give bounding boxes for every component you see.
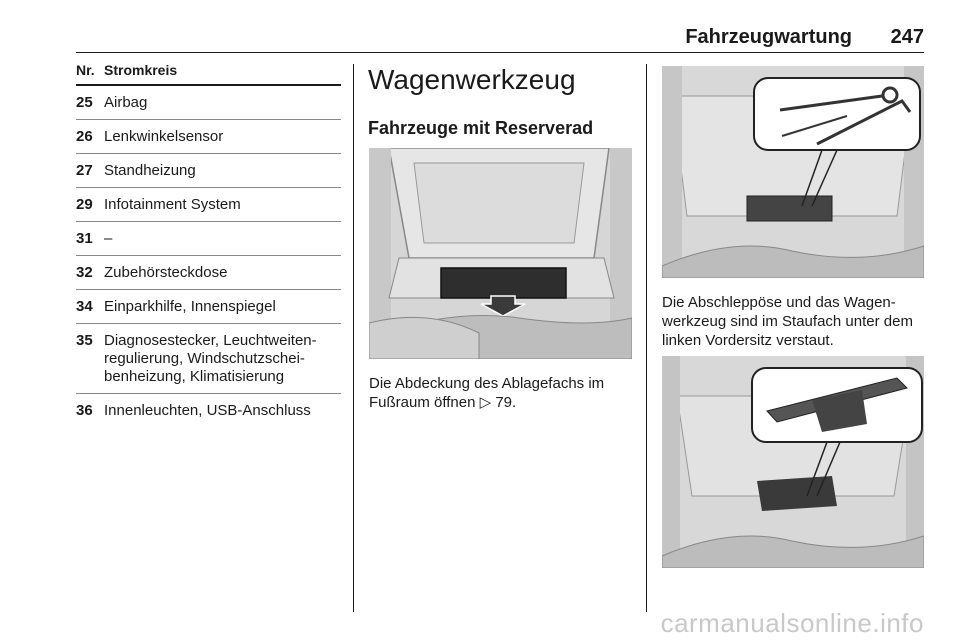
fuse-circuit: Diagnosestecker, Leuchtweiten-regulierung, Windschutzschei-benheizung, Klimatisierung	[104, 332, 317, 385]
fuse-number: 26	[76, 128, 93, 145]
table-row	[76, 290, 341, 324]
column-divider	[353, 64, 354, 612]
fuse-number: 32	[76, 264, 93, 281]
page-reference[interactable]: 79.	[495, 394, 517, 411]
figure-tools	[662, 66, 924, 278]
table-row	[76, 120, 341, 154]
fuse-circuit: Zubehörsteckdose	[104, 264, 228, 281]
fuse-circuit: Standheizung	[104, 162, 196, 179]
table-row	[76, 222, 341, 256]
fuse-circuit: Infotainment System	[104, 196, 241, 213]
fuse-number: 36	[76, 402, 93, 419]
section-subtitle: Fahrzeuge mit Reserverad	[368, 118, 594, 138]
figure-storage-cover	[369, 148, 632, 359]
fuse-number: 29	[76, 196, 93, 213]
table-row	[76, 188, 341, 222]
fuse-number: 31	[76, 230, 93, 247]
figure-jack	[662, 356, 924, 568]
fuse-number: 27	[76, 162, 93, 179]
column-header-circuit: Stromkreis	[104, 62, 178, 78]
header-title: Fahrzeugwartung	[685, 26, 852, 48]
column-header-nr: Nr.	[76, 62, 95, 78]
table-row	[76, 86, 341, 120]
fuse-circuit: Einparkhilfe, Innenspiegel	[104, 298, 276, 315]
column-divider	[646, 64, 647, 612]
illustration-seat-storage	[369, 148, 632, 359]
table-row	[76, 154, 341, 188]
table-row	[76, 324, 341, 394]
table-row	[76, 394, 341, 427]
fuse-number: 25	[76, 94, 93, 111]
fuse-circuit: –	[104, 230, 113, 247]
fuse-number: 34	[76, 298, 93, 315]
illustration-tow-eye-tools	[662, 66, 924, 278]
watermark: carmanualsonline.info	[660, 608, 924, 638]
caption-tool-location: Die Abschleppöse und das Wagen-werkzeug sind im Staufach unter dem linken Vordersitz verstaut.	[662, 294, 913, 349]
fuse-circuit: Innenleuchten, USB-Anschluss	[104, 402, 311, 419]
table-row	[76, 256, 341, 290]
illustration-jack-under-seat	[662, 356, 924, 568]
page-number: 247	[890, 26, 924, 48]
fuse-number: 35	[76, 332, 93, 349]
caption-open-cover	[369, 374, 637, 412]
fuse-circuit: Lenkwinkelsensor	[104, 128, 224, 145]
fuse-table-header	[76, 62, 341, 86]
page-reference-icon: ▷	[479, 394, 492, 411]
section-title: Wagenwerkzeug	[368, 64, 576, 95]
fuse-table	[76, 62, 341, 427]
page-header	[76, 22, 924, 53]
caption-open-cover-text: Die Abdeckung des Ablagefachs im Fußraum öffnen	[369, 375, 605, 411]
fuse-circuit: Airbag	[104, 94, 148, 111]
